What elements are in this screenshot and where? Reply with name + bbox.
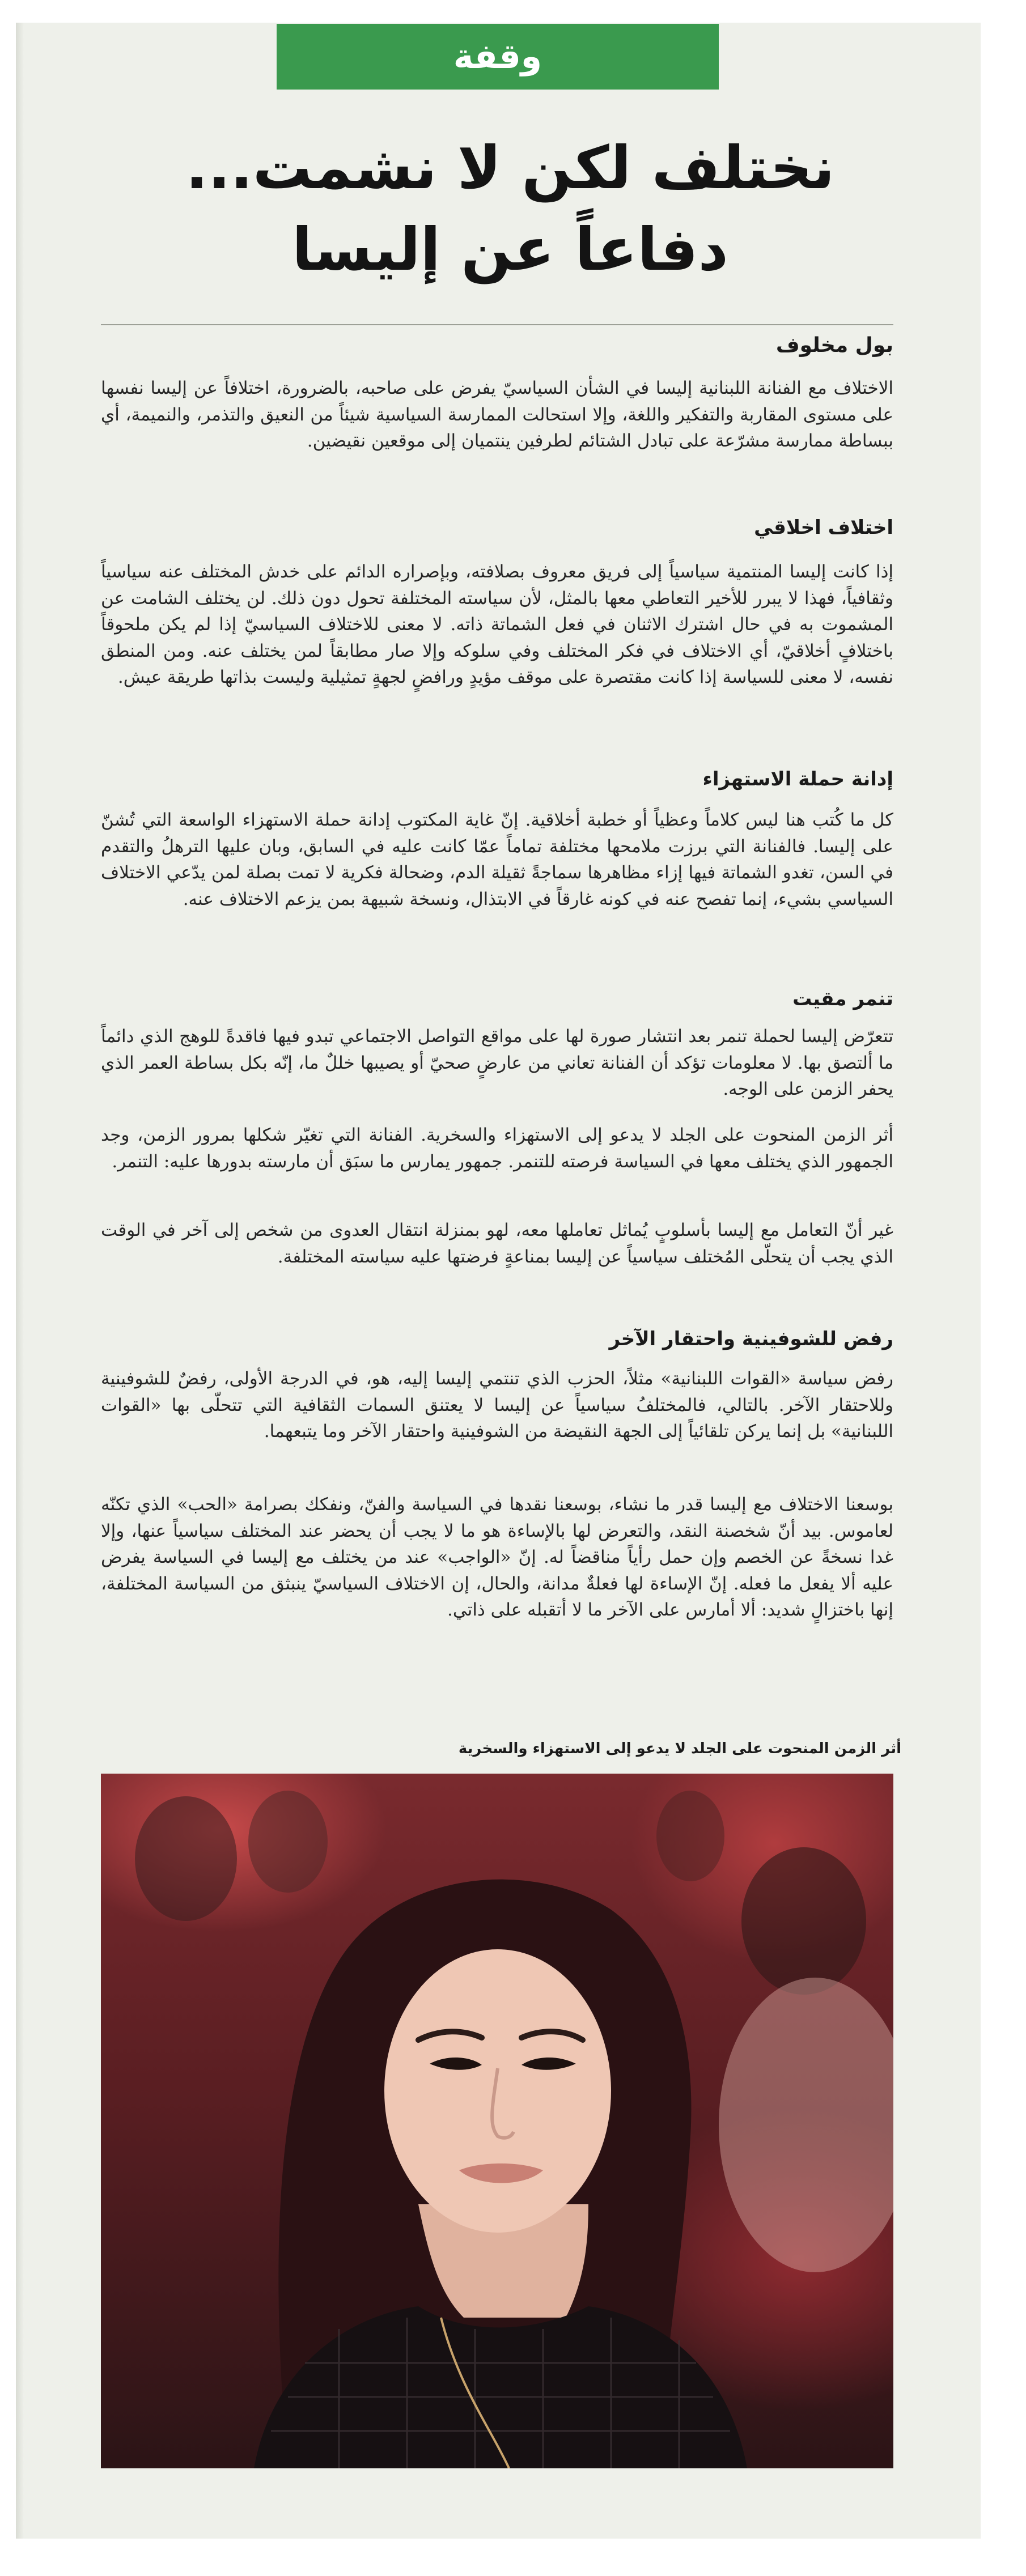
article-paragraph: رفض سياسة «القوات اللبنانية» مثلاً، الحزب الذي تنتمي إليسا إليه، هو، في الدرجة الأولى، رفضٌ للشوفينية وللاحتقار الآخر. بالتالي، فالمختلفُ سياسياً عن إليسا لا يعتنق السمات الثقافية التي تتحلّى بها «القوات اللبنانية» بل إنما يركن تلقائياً إلى الجهة النقيضة من الشوفينية واحتقار الآخر وما يتبعهما. bbox=[101, 1368, 893, 1442]
headline-divider bbox=[101, 324, 893, 325]
headline-line-1: نختلف لكن لا نشمت... bbox=[185, 133, 835, 202]
portrait-illustration bbox=[101, 1774, 893, 2468]
article-paragraph: إذا كانت إليسا المنتمية سياسياً إلى فريق معروف بصلافته، وبإصراره الدائم على خدش المختلف عنه سياسياً وثقافياً، فهذا لا يبرر للأخير التعاطي معها بالمثل، لأن سياسته المختلفة تحول دون ذلك. لن يختلف الشامت عن المشموت به في حال اشترك الاثنان في فعل الشماتة ذاته. لا معنى للاختلاف السياسيّ إذا لم يكن ملحوقاً باختلافٍ أخلاقيّ، أي الاختلاف في فكر المختلف وفي سلوكه وإلا صار مطابقاً لمن يختلف عنه. ومن المنطق نفسه، لا معنى للسياسة إذا كانت مقتصرة على موقف مؤيدٍ ورافضٍ لجهةٍ تمثيلية وليست بذاتها طريقة عيش. bbox=[101, 562, 893, 687]
article-paragraph: كل ما كُتب هنا ليس كلاماً وعظياً أو خطبة أخلاقية. إنّ غاية المكتوب إدانة حملة الاستهزاء الواسعة التي تُشنّ على إليسا. فالفنانة التي برزت ملامحها مختلفة تماماً عمّا كانت عليه في السابق، وبان عليها الترهلُ والتقدم في السن، تغدو الشماتة فيها إزاء مظاهرها سماجةً ثقيلة الدم، وضحالة فكرية لا تمت بصلة لمن يدّعي الاختلاف السياسي بشيء، إنما تفصح عنه في كونه غارقاً في الابتذال، ونسخة شبيهة بمن يزعم الاختلاف عنه. bbox=[101, 810, 893, 909]
article-paragraph: غير أنّ التعامل مع إليسا بأسلوبٍ يُماثل تعاملها معه، لهو بمنزلة انتقال العدوى من شخص إلى آخر في الوقت الذي يجب أن يتحلّى المُختلف سياسياً عن إليسا بمناعةٍ فرضتها عليه سياسته المختلفة. bbox=[101, 1220, 893, 1267]
section-label-banner: وقفة bbox=[277, 24, 719, 90]
article-photo bbox=[101, 1774, 893, 2468]
article-paragraph: الاختلاف مع الفنانة اللبنانية إليسا في الشأن السياسيّ يفرض على صاحبه، بالضرورة، اختلافاً عن إليسا نفسها على مستوى المقاربة والتفكير واللغة، وإلا استحالت الممارسة السياسية شيئاً من النعيق والتذمر، والنميمة، أي ببساطة ممارسة مشرّعة على تبادل الشتائم لطرفين ينتميان إلى موقعين نقيضين. bbox=[101, 378, 893, 451]
page-edge-shadow bbox=[16, 23, 24, 2539]
headline-line-2: دفاعاً عن إليسا bbox=[292, 215, 728, 284]
photo-caption: أثر الزمن المنحوت على الجلد لا يدعو إلى الاستهزاء والسخرية bbox=[458, 1740, 901, 1757]
section-heading: اختلاف اخلاقي bbox=[754, 516, 893, 539]
article-paragraph: تتعرّض إليسا لحملة تنمر بعد انتشار صورة لها على مواقع التواصل الاجتماعي تبدو فيها فاقدةً للوهج الذي دائماً ما ألتصق بها. لا معلومات تؤكد أن الفنانة تعاني من عارضٍ صحيّ أو يصيبها خللٌ ما، إنّه بكل بساطة العمر الذي يحفر الزمن على الوجه. bbox=[101, 1026, 893, 1099]
author-name: بول مخلوف bbox=[775, 334, 893, 357]
section-heading: رفض للشوفينية واحتقار الآخر bbox=[609, 1328, 893, 1350]
section-heading: إدانة حملة الاستهزاء bbox=[702, 768, 893, 790]
article-paragraph: أثر الزمن المنحوت على الجلد لا يدعو إلى الاستهزاء والسخرية. الفنانة التي تغيّر شكلها بمرور الزمن، وجد الجمهور الذي يختلف معها في السياسة فرصته للتنمر. جمهور يمارس ما سبَق أن مارسته بدورها عليه: التنمر. bbox=[101, 1125, 893, 1172]
article-paragraph: بوسعنا الاختلاف مع إليسا قدر ما نشاء، بوسعنا نقدها في السياسة والفنّ، ونفكك بصرامة «الحب» الذي تكنّه لعاموس. بيد أنّ شخصنة النقد، والتعرض لها بالإساءة هو ما لا يجب أن يحضر عند المختلف سياسياً عنها، وإلا غدا نسخةً عن الخصم وإن حمل رأياً مناقضاً له. إنّ «الواجب» عند من يختلف مع إليسا في السياسة يفرض عليه ألا يفعل ما فعله. إنّ الإساءة لها فعلةٌ مدانة، والحال، إن الاختلاف السياسيّ ينبثق من السياسة المختلفة، إنها باختزالٍ شديد: ألا أمارس على الآخر ما لا أتقبله على ذاتي. bbox=[101, 1494, 893, 1620]
section-heading: تنمر مقيت bbox=[792, 988, 893, 1010]
